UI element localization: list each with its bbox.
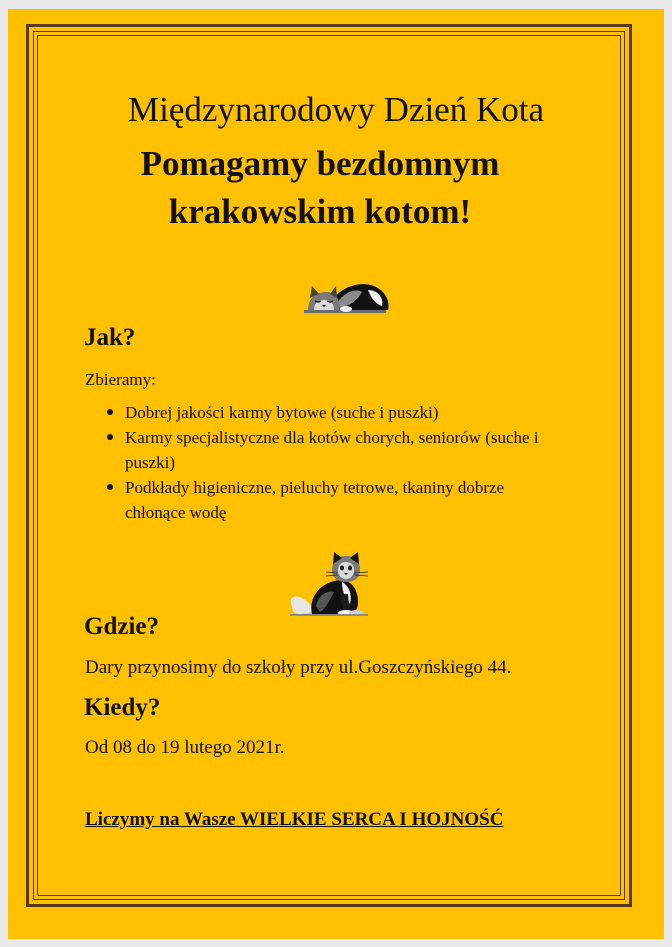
poster-subtitle	[0, 140, 640, 236]
footer-slogan: Liczymy na Wasze WIELKIE SERCA I HOJNOŚĆ	[85, 809, 504, 830]
list-item: Dobrej jakości karmy bytowe (suche i puszki)	[125, 400, 565, 425]
where-text: Dary przynosimy do szkoły przy ul.Goszczyńskiego 44.	[85, 657, 512, 678]
how-intro: Zbieramy:	[85, 370, 156, 389]
where-heading: Gdzie?	[84, 613, 159, 640]
donation-list	[85, 400, 565, 525]
when-text: Od 08 do 19 lutego 2021r.	[85, 737, 285, 758]
list-item: Podkłady higieniczne, pieluchy tetrowe, tkaniny dobrze chłonące wodę	[125, 475, 565, 525]
poster-subtitle-line2: krakowskim kotom!	[168, 192, 472, 231]
poster-subtitle-line1: Pomagamy bezdomnym	[140, 144, 500, 183]
poster-title: Międzynarodowy Dzień Kota	[128, 90, 544, 129]
sleeping-cat-icon	[302, 276, 392, 316]
when-heading: Kiedy?	[84, 694, 161, 721]
how-heading: Jak?	[84, 324, 136, 351]
list-item: Karmy specjalistyczne dla kotów chorych, seniorów (suche i puszki)	[125, 425, 565, 475]
sitting-cat-icon	[286, 552, 380, 618]
